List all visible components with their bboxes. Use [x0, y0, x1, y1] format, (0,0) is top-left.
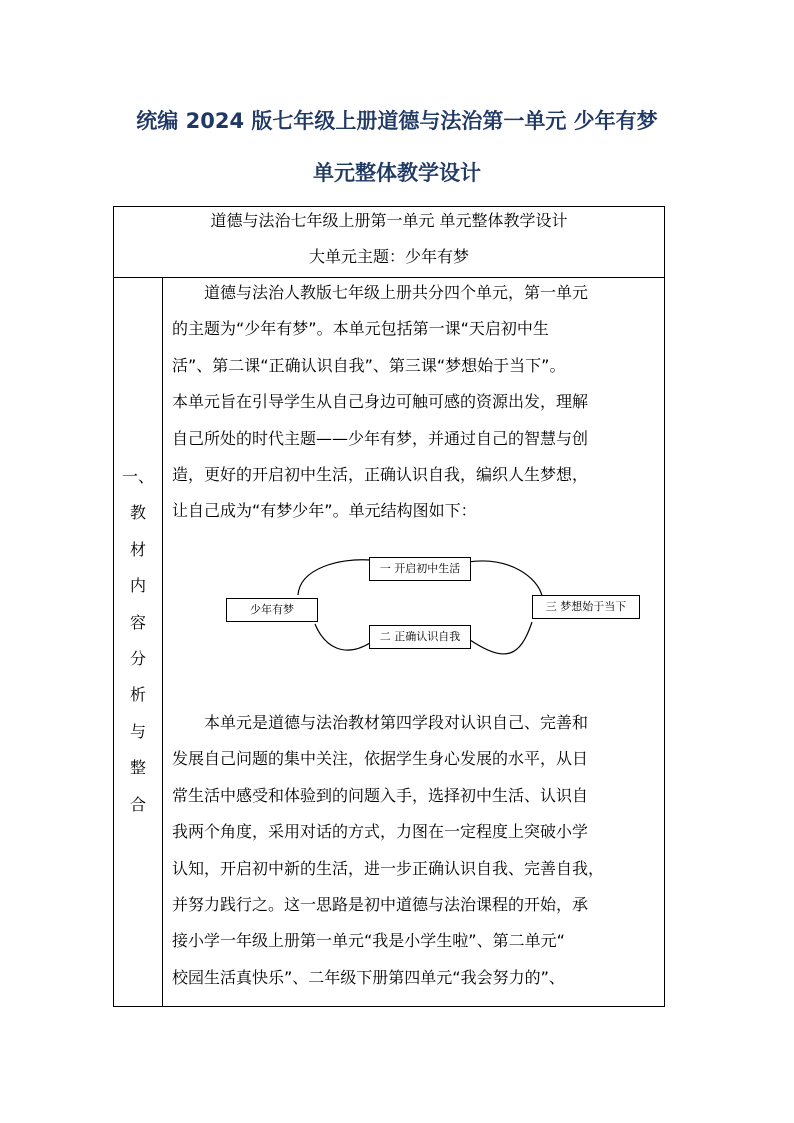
paragraph-line: 并努力践行之。这一思路是初中道德与法治课程的开始，承 — [172, 894, 589, 914]
paragraph-line: 我两个角度，采用对话的方式，力图在一定程度上突破小学 — [172, 822, 589, 842]
diagram-box-top: 一 开启初中生活 — [369, 557, 471, 581]
section-label-char: 分 — [129, 649, 146, 668]
paragraph-line: 认知，开启初中新的生活，进一步正确认识自我、完善自我， — [172, 858, 605, 878]
material-analysis-paragraph-2 — [172, 705, 658, 996]
section-label-char: 材 — [129, 540, 146, 559]
section-label-char: 容 — [129, 613, 146, 632]
section-label-char: 整 — [129, 758, 146, 777]
section-label-char: 一、 — [121, 467, 154, 486]
paragraph-line: 造，更好的开启初中生活，正确认识自我，编织人生梦想， — [172, 464, 589, 484]
table-header-title: 道德与法治七年级上册第一单元 单元整体教学设计 — [210, 211, 568, 230]
paragraph-line: 活”、第二课“正确认识自我”、第三课“梦想始于当下”。 — [172, 355, 566, 375]
paragraph-line: 本单元是道德与法治教材第四学段对认识自己、完善和 — [172, 713, 589, 732]
table-header-theme: 大单元主题：少年有梦 — [308, 247, 469, 266]
section-label-char: 析 — [129, 685, 146, 704]
document-title-line-2: 单元整体教学设计 — [313, 161, 481, 185]
paragraph-line: 发展自己问题的集中关注，依据学生身心发展的水平，从日 — [172, 749, 589, 769]
material-analysis-paragraph-1 — [172, 275, 658, 530]
section-label-char: 与 — [129, 722, 146, 741]
paragraph-line: 的主题为“少年有梦”。本单元包括第一课“天启初中生 — [172, 319, 549, 339]
paragraph-line: 常生活中感受和体验到的问题入手，选择初中生活、认识自 — [172, 785, 589, 805]
section-label-char: 内 — [129, 576, 146, 595]
paragraph-line: 道德与法治人教版七年级上册共分四个单元，第一单元 — [172, 283, 589, 302]
section-label-char: 合 — [129, 795, 146, 814]
section-label-char: 教 — [129, 503, 146, 522]
paragraph-line: 接小学一年级上册第一单元“我是小学生啦”、第二单元“ — [172, 931, 565, 951]
diagram-box-right: 三 梦想始于当下 — [532, 595, 640, 619]
document-title-line-1: 统编 2024 版七年级上册道德与法治第一单元 少年有梦 — [136, 109, 658, 133]
paragraph-line: 校园生活真快乐”、二年级下册第四单元“我会努力的”、 — [172, 967, 565, 987]
table-border-bottom — [113, 1006, 665, 1007]
table-border-right — [664, 206, 665, 1007]
table-border-left — [113, 206, 114, 1007]
diagram-box-center: 少年有梦 — [226, 598, 318, 622]
paragraph-line: 自己所处的时代主题——少年有梦，并通过自己的智慧与创 — [172, 428, 589, 448]
table-column-divider — [162, 277, 163, 1006]
diagram-box-bottom: 二 正确认识自我 — [369, 625, 471, 649]
unit-structure-diagram — [220, 548, 650, 668]
paragraph-line: 让自己成为“有梦少年”。单元结构图如下： — [172, 501, 477, 521]
table-border-top — [113, 206, 665, 207]
paragraph-line: 本单元旨在引导学生从自己身边可触可感的资源出发，理解 — [172, 392, 589, 412]
